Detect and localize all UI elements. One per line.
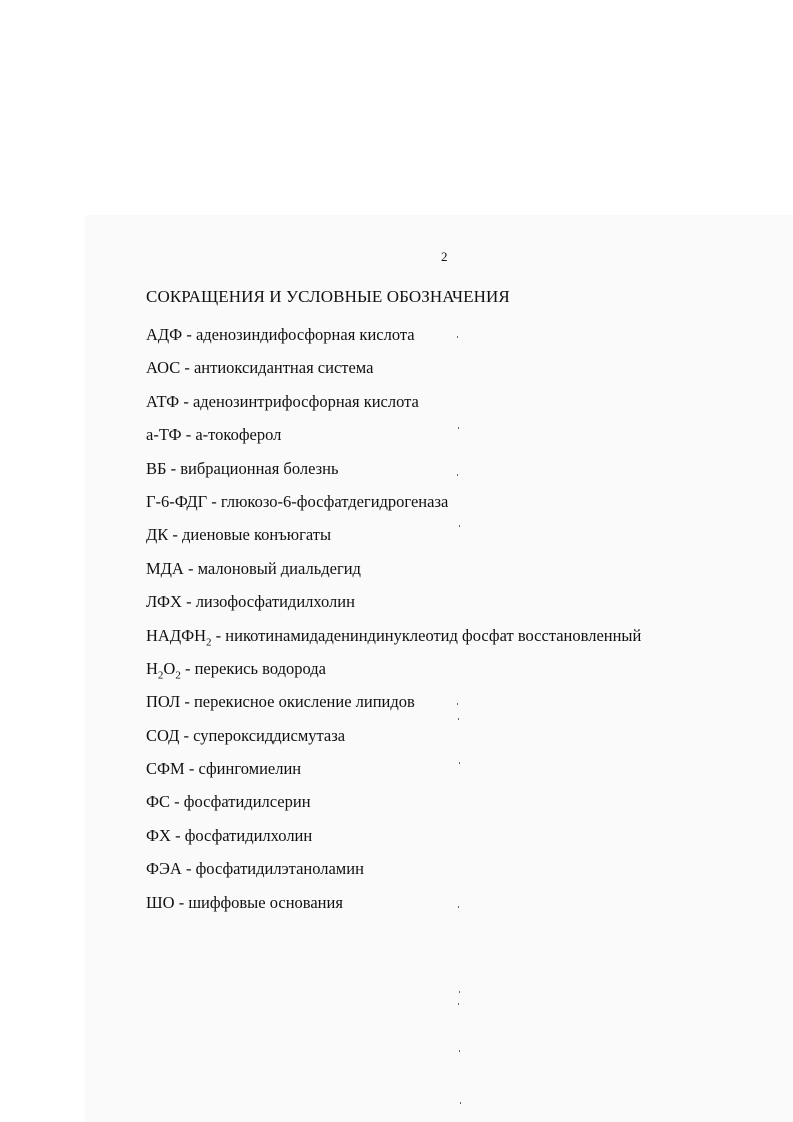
list-item: [146, 592, 641, 625]
abbreviation-term: Н: [146, 658, 158, 678]
list-item: [146, 726, 641, 759]
separator: -: [181, 425, 196, 445]
abbreviation-definition: шиффовые основания: [188, 892, 343, 912]
separator: -: [179, 391, 193, 411]
abbreviation-term: Г-6-ФДГ: [146, 491, 208, 511]
separator: -: [170, 792, 184, 812]
abbreviation-term: ЛФХ: [146, 592, 182, 612]
list-item: [146, 692, 641, 725]
abbreviation-term-middle: О: [163, 658, 176, 678]
scan-speck: [457, 336, 458, 338]
list-item: [146, 325, 641, 358]
scan-speck: [460, 1102, 461, 1104]
abbreviation-term: СОД: [146, 725, 180, 745]
abbreviation-term: ФЭА: [146, 859, 182, 879]
page-title: СОКРАЩЕНИЯ И УСЛОВНЫЕ ОБОЗНАЧЕНИЯ: [146, 287, 510, 306]
separator: -: [211, 625, 226, 645]
abbreviation-term: АТФ: [146, 391, 180, 411]
abbreviation-definition: антиоксидантная система: [193, 358, 374, 378]
list-item: [146, 859, 641, 892]
separator: -: [180, 692, 194, 712]
abbreviation-term: ФС: [146, 792, 171, 812]
list-item: [146, 559, 641, 592]
scan-speck: [457, 703, 458, 705]
list-item: [146, 525, 641, 558]
list-item: [146, 893, 641, 926]
separator: -: [168, 525, 183, 545]
separator: -: [180, 358, 194, 378]
abbreviation-term: ШО: [146, 892, 175, 912]
abbreviation-term: ДК: [146, 525, 169, 545]
abbreviation-term: ВБ: [146, 458, 167, 478]
scan-speck: [459, 1050, 460, 1052]
abbreviation-term-subscript: 2: [206, 635, 212, 648]
separator: -: [181, 859, 196, 879]
separator: -: [183, 558, 198, 578]
abbreviation-term: НАДФН: [146, 625, 207, 645]
scan-speck: [459, 991, 460, 993]
list-item: [146, 358, 641, 391]
abbreviation-definition: никотинамидадениндинуклеотид фосфат восстановленный: [225, 625, 642, 645]
separator: -: [166, 458, 181, 478]
abbreviation-definition: лизофосфатидилхолин: [195, 592, 355, 612]
separator: -: [184, 759, 199, 779]
abbreviation-definition: супероксиддисмутаза: [193, 725, 346, 745]
abbreviation-definition: диеновые конъюгаты: [182, 525, 332, 545]
abbreviation-definition: глюкозо-6-фосфатдегидрогеназа: [220, 491, 449, 511]
scan-speck: [458, 718, 459, 720]
scan-speck: [458, 427, 459, 429]
abbreviation-term: СФМ: [146, 759, 185, 779]
separator: -: [207, 491, 221, 511]
abbreviation-definition: аденозиндифосфорная кислота: [195, 325, 415, 344]
list-item: [146, 826, 641, 859]
abbreviation-list: [146, 325, 641, 926]
abbreviation-term: а-ТФ: [146, 425, 182, 445]
abbreviation-definition: сфингомиелин: [198, 759, 302, 779]
abbreviation-term-subscript: 2: [157, 669, 164, 682]
abbreviation-term: ФХ: [146, 825, 171, 845]
list-item: [146, 392, 641, 425]
separator: -: [170, 825, 185, 845]
abbreviation-definition: перекисное окисление липидов: [193, 692, 415, 712]
list-item: [146, 659, 641, 692]
abbreviation-definition: фосфатидилхолин: [184, 825, 313, 845]
separator: -: [179, 725, 194, 745]
separator: -: [181, 592, 196, 612]
scan-speck: [459, 525, 460, 527]
list-item: [146, 425, 641, 458]
abbreviation-term: АОС: [146, 358, 181, 378]
scan-speck: [458, 1003, 459, 1005]
list-item: [146, 459, 641, 492]
abbreviation-term: ПОЛ: [146, 692, 181, 712]
abbreviation-definition: малоновый диальдегид: [197, 558, 361, 578]
page-number: 2: [441, 249, 448, 264]
scan-speck: [458, 906, 459, 908]
scan-speck: [459, 762, 460, 764]
separator: -: [174, 892, 189, 912]
list-item: [146, 759, 641, 792]
abbreviation-definition: вибрационная болезнь: [180, 458, 339, 478]
scan-speck: [457, 474, 458, 476]
abbreviation-term: МДА: [146, 558, 184, 578]
separator: -: [182, 325, 196, 344]
list-item: [146, 626, 641, 659]
abbreviation-definition: а-токоферол: [195, 425, 282, 445]
abbreviation-definition: перекись водорода: [194, 658, 326, 678]
abbreviation-term: АДФ: [146, 325, 183, 344]
abbreviation-definition: аденозинтрифосфорная кислота: [192, 391, 419, 411]
list-item: [146, 792, 641, 825]
separator: -: [180, 658, 195, 678]
abbreviation-definition: фосфатидилсерин: [183, 792, 311, 812]
list-item: [146, 492, 641, 525]
abbreviation-definition: фосфатидилэтаноламин: [195, 859, 364, 879]
abbreviation-term-subscript: 2: [175, 669, 181, 682]
